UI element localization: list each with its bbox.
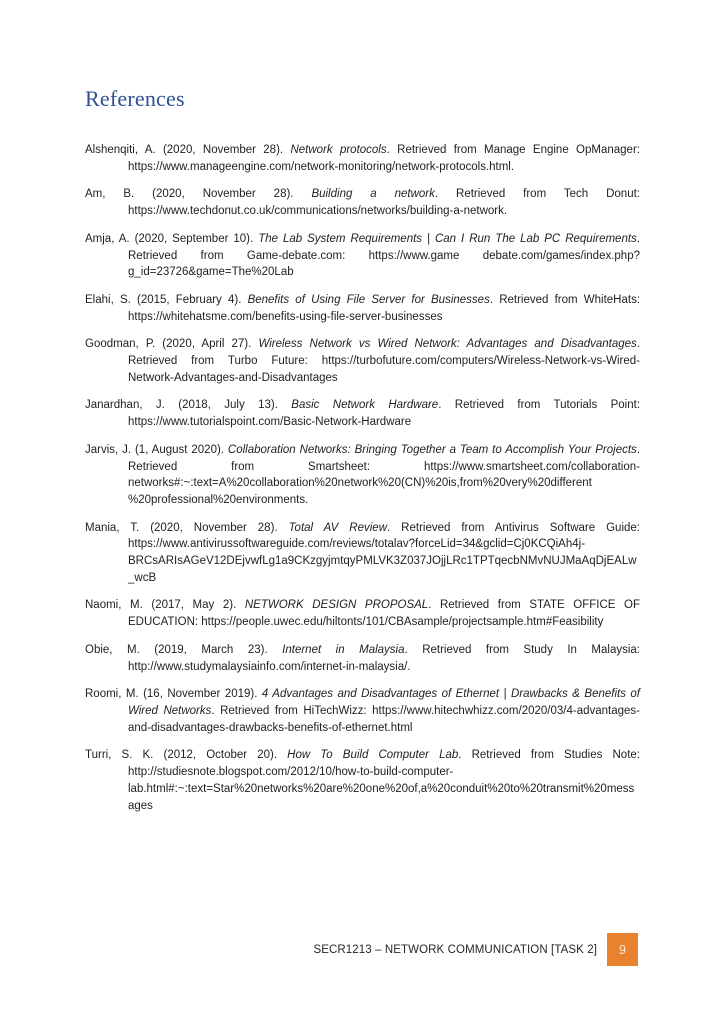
reference-entry [85,397,640,430]
reference-text: Roomi, M. (16, November 2019). [85,688,262,701]
reference-text: . Retrieved from STATE OFFICE OF EDUCATION: https://people.uwec.edu/hiltonts/101/CBAsample/projectsample.htm#Feasibility [128,599,640,629]
reference-title-text: NETWORK DESIGN PROPOSAL [244,599,429,612]
reference-text: . Retrieved from Turbo Future: https://turbofuture.com/computers/Wireless-Network-vs-Wired-Network-Advantages-and-Disadvantages [128,338,640,384]
reference-title-text: The Lab System Requirements | Can I Run The Lab PC Requirements [258,232,637,245]
reference-title-text: Internet in Malaysia [282,643,405,656]
reference-text: Obie, M. (2019, March 23). [85,643,283,656]
reference-text: . Retrieved from Study In Malaysia: http://www.studymalaysiainfo.com/internet-in-malaysia/. [128,643,640,673]
reference-text: . Retrieved from Manage Engine OpManager: https://www.manageengine.com/network-monitoring/network-protocols.html. [128,144,640,173]
reference-text: Mania, T. (2020, November 28). [85,521,289,534]
reference-text: Goodman, P. (2020, April 27). [85,338,259,351]
reference-text: . Retrieved from Tech Donut: https://www.techdonut.co.uk/communications/networks/building-a-network. [128,188,640,218]
reference-text: Janardhan, J. (2018, July 13). [85,399,292,412]
reference-text: Naomi, M. (2017, May 2). [85,599,245,612]
reference-entry [85,747,640,814]
reference-entry [85,231,640,281]
reference-entry [85,186,640,219]
reference-entry [85,336,640,386]
reference-text: . Retrieved from WhiteHats: https://whitehatsme.com/benefits-using-file-server-businesses [128,293,641,323]
reference-text: . Retrieved from Game-debate.com: https://www.game debate.com/games/index.php?g_id=23726&game=The%20Lab [128,232,640,279]
reference-title-text: How To Build Computer Lab [287,749,459,762]
reference-text: Elahi, S. (2015, February 4). [85,293,248,306]
reference-text: . Retrieved from Antivirus Software Guide: https://www.antivirussoftwareguide.com/reviews/totalav?forceLid=34&gclid=Cj0KCQiAh4j-BRCsARIsAGeV12DEjvwfLg1a9CKzgyjmtqyPMLVK3Z037JOjjLRc1TPTqecbNMvNUJMaAqDjEALw_wcB [128,521,640,584]
reference-title-text: Wireless Network vs Wired Network: Advantages and Disadvantages [258,338,637,351]
page-title: References [85,86,185,111]
reference-title-text: Total AV Review [288,521,388,534]
reference-entry [85,642,640,675]
reference-text: . Retrieved from HiTechWizz: https://www.hitechwhizz.com/2020/03/4-advantages-and-disadvantages-drawbacks-benefits-of-ethernet.html [128,704,640,734]
reference-entry [85,442,640,509]
reference-text: Turri, S. K. (2012, October 20). [85,749,288,762]
reference-text: Alshenqiti, A. (2020, November 28). [85,144,291,156]
page-footer [313,933,638,966]
reference-text: Jarvis, J. (1, August 2020). [85,443,228,456]
page-number-badge: 9 [607,933,638,966]
references-list [85,142,640,814]
reference-text: . Retrieved from Studies Note: http://studiesnote.blogspot.com/2012/10/how-to-build-computer-lab.html#:~:text=Star%20networks%20are%20one%20of,a%20conduit%20to%20transmit%20messages [128,749,640,812]
reference-entry [85,597,640,630]
reference-text: Amja, A. (2020, September 10). [85,232,259,245]
reference-title-text: Basic Network Hardware [291,399,439,412]
reference-entry [85,292,640,325]
reference-text: Am, B. (2020, November 28). [85,188,312,201]
reference-title-text: Network protocols [290,144,387,156]
reference-title-text: Benefits of Using File Server for Businesses [247,293,490,306]
reference-text: . Retrieved from Smartsheet: https://www.smartsheet.com/collaboration-networks#:~:text=A%20collaboration%20network%20(CN)%20is,from%20very%20different %20professional%20environments. [128,443,641,506]
reference-entry [85,686,640,736]
reference-title-text: Building a network [311,188,435,201]
reference-text: . Retrieved from Tutorials Point: https://www.tutorialspoint.com/Basic-Network-Hardware [128,399,641,429]
reference-entry [85,520,640,587]
reference-entry [85,142,640,175]
footer-course-label: SECR1213 – NETWORK COMMUNICATION [TASK 2] [313,943,597,956]
reference-title-text: 4 Advantages and Disadvantages of Ethernet | Drawbacks & Benefits of Wired Networks [128,688,640,717]
reference-title-text: Collaboration Networks: Bringing Together a Team to Accomplish Your Projects [227,443,637,456]
